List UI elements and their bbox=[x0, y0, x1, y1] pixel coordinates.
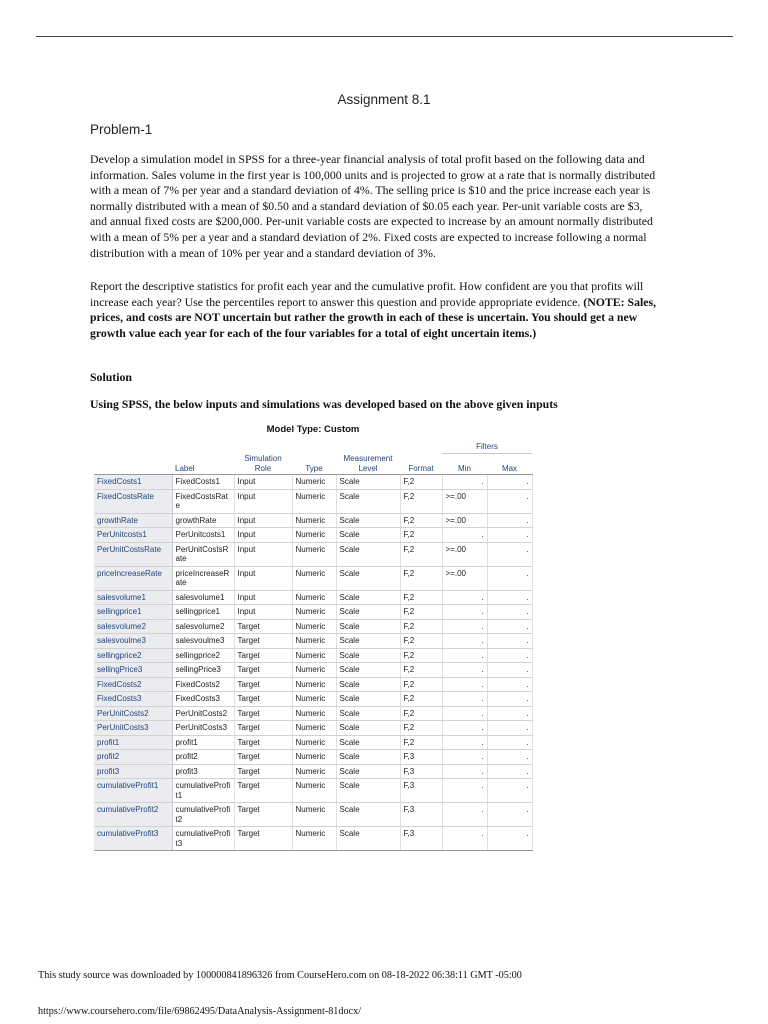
variable-format: F,2 bbox=[400, 721, 442, 736]
report-instructions-text: Report the descriptive statistics for profit each year and the cumulative profit. How confident are you that profits will increase each year? Use the percentiles report to answer this question and provide appropriate evidence. bbox=[90, 279, 644, 309]
simulation-role: Input bbox=[234, 528, 292, 543]
variable-label: cumulativeProfit3 bbox=[172, 827, 234, 851]
variable-label: priceIncreaseRate bbox=[172, 566, 234, 590]
filter-max: . bbox=[487, 513, 532, 528]
variable-format: F,2 bbox=[400, 605, 442, 620]
row-variable-name: profit3 bbox=[94, 764, 172, 779]
measurement-level: Scale bbox=[336, 566, 400, 590]
measurement-level: Scale bbox=[336, 590, 400, 605]
note-text: (NOTE: Sales, prices, and costs are NOT uncertain but rather the growth in each of these is uncertain. You should get a new growth value each year for each of the four variables for a total of eight uncertain items.) bbox=[90, 294, 657, 340]
row-variable-name: cumulativeProfit1 bbox=[94, 779, 172, 803]
filter-min: . bbox=[442, 721, 487, 736]
measurement-level: Scale bbox=[336, 489, 400, 513]
table-row bbox=[94, 779, 532, 803]
variable-label: profit3 bbox=[172, 764, 234, 779]
simulation-role: Target bbox=[234, 634, 292, 649]
row-variable-name: FixedCosts2 bbox=[94, 677, 172, 692]
measurement-level: Scale bbox=[336, 735, 400, 750]
filter-max: . bbox=[487, 605, 532, 620]
variable-type: Numeric bbox=[292, 566, 336, 590]
header-corner bbox=[94, 453, 172, 475]
table-body bbox=[94, 475, 532, 851]
variable-label: sellingprice2 bbox=[172, 648, 234, 663]
simulation-role: Input bbox=[234, 475, 292, 490]
filter-max: . bbox=[487, 634, 532, 649]
measurement-header: Measurement Level bbox=[336, 453, 400, 475]
table-row bbox=[94, 692, 532, 707]
measurement-level: Scale bbox=[336, 619, 400, 634]
filter-max: . bbox=[487, 648, 532, 663]
table-header-row-1 bbox=[94, 441, 532, 453]
header-spacer bbox=[336, 441, 400, 453]
variable-type: Numeric bbox=[292, 706, 336, 721]
table-row bbox=[94, 566, 532, 590]
table-row bbox=[94, 706, 532, 721]
row-variable-name: sellingprice1 bbox=[94, 605, 172, 620]
table-row bbox=[94, 663, 532, 678]
measurement-level: Scale bbox=[336, 779, 400, 803]
row-variable-name: PerUnitCosts3 bbox=[94, 721, 172, 736]
variable-type: Numeric bbox=[292, 735, 336, 750]
table-row bbox=[94, 634, 532, 649]
filters-header: Filters bbox=[442, 441, 532, 453]
row-variable-name: sellingPrice3 bbox=[94, 663, 172, 678]
row-variable-name: PerUnitCostsRate bbox=[94, 542, 172, 566]
variable-format: F,3 bbox=[400, 779, 442, 803]
row-variable-name: FixedCosts1 bbox=[94, 475, 172, 490]
simulation-role: Target bbox=[234, 706, 292, 721]
variable-format: F,3 bbox=[400, 803, 442, 827]
table-row bbox=[94, 590, 532, 605]
variable-format: F,2 bbox=[400, 677, 442, 692]
variable-format: F,2 bbox=[400, 663, 442, 678]
variable-type: Numeric bbox=[292, 605, 336, 620]
variable-type: Numeric bbox=[292, 648, 336, 663]
simulation-role: Input bbox=[234, 605, 292, 620]
row-variable-name: priceIncreaseRate bbox=[94, 566, 172, 590]
simulation-role: Target bbox=[234, 677, 292, 692]
measurement-level: Scale bbox=[336, 663, 400, 678]
variable-type: Numeric bbox=[292, 779, 336, 803]
variable-label: sellingprice1 bbox=[172, 605, 234, 620]
variable-label: FixedCosts3 bbox=[172, 692, 234, 707]
variable-format: F,2 bbox=[400, 590, 442, 605]
row-variable-name: PerUnitcosts1 bbox=[94, 528, 172, 543]
variable-label: FixedCosts1 bbox=[172, 475, 234, 490]
variable-type: Numeric bbox=[292, 475, 336, 490]
variable-label: cumulativeProfit1 bbox=[172, 779, 234, 803]
variable-format: F,2 bbox=[400, 692, 442, 707]
filter-min: . bbox=[442, 648, 487, 663]
filter-max: . bbox=[487, 750, 532, 765]
filter-min: . bbox=[442, 663, 487, 678]
measurement-level: Scale bbox=[336, 803, 400, 827]
solution-heading: Solution bbox=[90, 370, 132, 384]
filter-max: . bbox=[487, 528, 532, 543]
variable-format: F,2 bbox=[400, 648, 442, 663]
table-row bbox=[94, 827, 532, 851]
filter-min: . bbox=[442, 764, 487, 779]
variable-label: FixedCosts2 bbox=[172, 677, 234, 692]
model-variables-table bbox=[94, 441, 533, 851]
variable-type: Numeric bbox=[292, 803, 336, 827]
variable-type: Numeric bbox=[292, 542, 336, 566]
variable-format: F,3 bbox=[400, 750, 442, 765]
filter-min: . bbox=[442, 827, 487, 851]
table-row bbox=[94, 528, 532, 543]
variable-label: PerUnitcosts1 bbox=[172, 528, 234, 543]
variable-type: Numeric bbox=[292, 489, 336, 513]
variable-label: salesvolume1 bbox=[172, 590, 234, 605]
table-row bbox=[94, 648, 532, 663]
variable-label: PerUnitCostsRate bbox=[172, 542, 234, 566]
source-url: https://www.coursehero.com/file/69862495/DataAnalysis-Assignment-81docx/ bbox=[38, 1006, 362, 1017]
filter-max: . bbox=[487, 590, 532, 605]
row-variable-name: PerUnitCosts2 bbox=[94, 706, 172, 721]
table-row bbox=[94, 475, 532, 490]
solution-intro: Using SPSS, the below inputs and simulations was developed based on the above given inputs bbox=[90, 397, 558, 411]
measurement-level: Scale bbox=[336, 605, 400, 620]
table-row bbox=[94, 513, 532, 528]
download-source-note: This study source was downloaded by 100000841896326 from CourseHero.com on 08-18-2022 06:38:11 GMT -05:00 bbox=[38, 970, 522, 981]
simulation-role: Target bbox=[234, 619, 292, 634]
variable-label: profit2 bbox=[172, 750, 234, 765]
variable-label: PerUnitCosts3 bbox=[172, 721, 234, 736]
row-variable-name: profit2 bbox=[94, 750, 172, 765]
header-spacer bbox=[234, 441, 292, 453]
row-variable-name: salesvolume2 bbox=[94, 619, 172, 634]
simulation-role: Target bbox=[234, 735, 292, 750]
variable-label: growthRate bbox=[172, 513, 234, 528]
filter-max: . bbox=[487, 735, 532, 750]
row-variable-name: salesvoulme3 bbox=[94, 634, 172, 649]
simulation-role: Target bbox=[234, 648, 292, 663]
simulation-role: Target bbox=[234, 779, 292, 803]
variable-label: sellingPrice3 bbox=[172, 663, 234, 678]
header-spacer bbox=[400, 441, 442, 453]
max-header: Max bbox=[487, 453, 532, 475]
table-row bbox=[94, 605, 532, 620]
min-header: Min bbox=[442, 453, 487, 475]
variable-type: Numeric bbox=[292, 827, 336, 851]
row-variable-name: FixedCostsRate bbox=[94, 489, 172, 513]
spss-model-table bbox=[94, 424, 532, 851]
filter-max: . bbox=[487, 475, 532, 490]
simulation-role: Target bbox=[234, 750, 292, 765]
simulation-role: Target bbox=[234, 764, 292, 779]
variable-type: Numeric bbox=[292, 590, 336, 605]
filter-max: . bbox=[487, 764, 532, 779]
simulation-role: Input bbox=[234, 542, 292, 566]
problem-description: Develop a simulation model in SPSS for a three-year financial analysis of total profit based on the following data and information. Sales volume in the first year is 100,000 units and is projected to grow at a rate that is normally distributed with a mean of 7% per year and a standard deviation of 4%. The selling price is $10 and the price increase each year is normally distributed with a mean of $0.50 and a standard deviation of $0.05 each year. Per-unit variable costs are $3, and annual fixed costs are $200,000. Per-unit variable costs are expected to increase by an amount normally distributed with a mean of 5% per a year and a standard deviation of 2%. Fixed costs are expected to increase following a normal distribution with a mean of 10% per year and a standard deviation of 3%. bbox=[90, 152, 656, 260]
variable-format: F,3 bbox=[400, 764, 442, 779]
filter-min: . bbox=[442, 590, 487, 605]
format-header: Format bbox=[400, 453, 442, 475]
simulation-role: Target bbox=[234, 663, 292, 678]
filter-max: . bbox=[487, 779, 532, 803]
table-row bbox=[94, 677, 532, 692]
variable-format: F,2 bbox=[400, 475, 442, 490]
table-row bbox=[94, 721, 532, 736]
measurement-level: Scale bbox=[336, 542, 400, 566]
measurement-level: Scale bbox=[336, 475, 400, 490]
variable-type: Numeric bbox=[292, 692, 336, 707]
variable-format: F,2 bbox=[400, 513, 442, 528]
simulation-role: Target bbox=[234, 721, 292, 736]
simulation-role: Input bbox=[234, 489, 292, 513]
variable-type: Numeric bbox=[292, 513, 336, 528]
measurement-level: Scale bbox=[336, 634, 400, 649]
variable-type: Numeric bbox=[292, 528, 336, 543]
row-variable-name: salesvolume1 bbox=[94, 590, 172, 605]
table-row bbox=[94, 764, 532, 779]
measurement-level: Scale bbox=[336, 528, 400, 543]
row-variable-name: growthRate bbox=[94, 513, 172, 528]
filter-min: >=.00 bbox=[442, 542, 487, 566]
variable-format: F,2 bbox=[400, 735, 442, 750]
type-header: Type bbox=[292, 453, 336, 475]
variable-label: PerUnitCosts2 bbox=[172, 706, 234, 721]
header-spacer bbox=[94, 441, 172, 453]
label-header: Label bbox=[172, 453, 234, 475]
report-instructions bbox=[90, 279, 660, 341]
filter-min: . bbox=[442, 677, 487, 692]
variable-format: F,2 bbox=[400, 566, 442, 590]
simulation-role: Target bbox=[234, 827, 292, 851]
filter-min: . bbox=[442, 706, 487, 721]
filter-max: . bbox=[487, 619, 532, 634]
filter-min: . bbox=[442, 475, 487, 490]
row-variable-name: cumulativeProfit2 bbox=[94, 803, 172, 827]
variable-type: Numeric bbox=[292, 764, 336, 779]
measurement-level: Scale bbox=[336, 692, 400, 707]
table-row bbox=[94, 750, 532, 765]
filter-max: . bbox=[487, 803, 532, 827]
filter-max: . bbox=[487, 706, 532, 721]
filter-max: . bbox=[487, 721, 532, 736]
row-variable-name: profit1 bbox=[94, 735, 172, 750]
variable-label: cumulativeProfit2 bbox=[172, 803, 234, 827]
problem-heading: Problem-1 bbox=[90, 122, 153, 137]
variable-label: salesvoulme3 bbox=[172, 634, 234, 649]
table-header-row-2 bbox=[94, 453, 532, 475]
filter-min: >=.00 bbox=[442, 513, 487, 528]
document-title: Assignment 8.1 bbox=[337, 92, 431, 107]
filter-min: >=.00 bbox=[442, 566, 487, 590]
variable-format: F,2 bbox=[400, 489, 442, 513]
variable-type: Numeric bbox=[292, 663, 336, 678]
filter-max: . bbox=[487, 489, 532, 513]
header-spacer bbox=[292, 441, 336, 453]
variable-format: F,2 bbox=[400, 634, 442, 649]
variable-format: F,2 bbox=[400, 619, 442, 634]
filter-min: . bbox=[442, 803, 487, 827]
filter-min: . bbox=[442, 735, 487, 750]
table-row bbox=[94, 542, 532, 566]
measurement-level: Scale bbox=[336, 750, 400, 765]
filter-min: . bbox=[442, 619, 487, 634]
simulation-role: Input bbox=[234, 590, 292, 605]
variable-type: Numeric bbox=[292, 619, 336, 634]
row-variable-name: FixedCosts3 bbox=[94, 692, 172, 707]
filter-min: >=.00 bbox=[442, 489, 487, 513]
measurement-level: Scale bbox=[336, 513, 400, 528]
variable-type: Numeric bbox=[292, 634, 336, 649]
variable-label: profit1 bbox=[172, 735, 234, 750]
table-row bbox=[94, 619, 532, 634]
variable-format: F,2 bbox=[400, 528, 442, 543]
filter-min: . bbox=[442, 779, 487, 803]
role-header: Simulation Role bbox=[234, 453, 292, 475]
filter-min: . bbox=[442, 692, 487, 707]
filter-min: . bbox=[442, 528, 487, 543]
table-row bbox=[94, 489, 532, 513]
simulation-role: Target bbox=[234, 692, 292, 707]
measurement-level: Scale bbox=[336, 721, 400, 736]
filter-max: . bbox=[487, 663, 532, 678]
variable-label: salesvolume2 bbox=[172, 619, 234, 634]
row-variable-name: cumulativeProfit3 bbox=[94, 827, 172, 851]
measurement-level: Scale bbox=[336, 827, 400, 851]
top-divider bbox=[36, 36, 733, 37]
measurement-level: Scale bbox=[336, 706, 400, 721]
filter-min: . bbox=[442, 634, 487, 649]
simulation-role: Input bbox=[234, 566, 292, 590]
simulation-role: Input bbox=[234, 513, 292, 528]
simulation-role: Target bbox=[234, 803, 292, 827]
measurement-level: Scale bbox=[336, 677, 400, 692]
variable-type: Numeric bbox=[292, 677, 336, 692]
row-variable-name: sellingprice2 bbox=[94, 648, 172, 663]
filter-min: . bbox=[442, 605, 487, 620]
filter-max: . bbox=[487, 566, 532, 590]
header-spacer bbox=[172, 441, 234, 453]
filter-max: . bbox=[487, 692, 532, 707]
table-title: Model Type: Custom bbox=[266, 424, 360, 435]
variable-format: F,2 bbox=[400, 542, 442, 566]
measurement-level: Scale bbox=[336, 764, 400, 779]
variable-type: Numeric bbox=[292, 721, 336, 736]
measurement-level: Scale bbox=[336, 648, 400, 663]
variable-format: F,2 bbox=[400, 706, 442, 721]
filter-max: . bbox=[487, 542, 532, 566]
variable-label: FixedCostsRate bbox=[172, 489, 234, 513]
table-row bbox=[94, 803, 532, 827]
table-row bbox=[94, 735, 532, 750]
filter-max: . bbox=[487, 677, 532, 692]
filter-max: . bbox=[487, 827, 532, 851]
filter-min: . bbox=[442, 750, 487, 765]
variable-format: F,3 bbox=[400, 827, 442, 851]
variable-type: Numeric bbox=[292, 750, 336, 765]
